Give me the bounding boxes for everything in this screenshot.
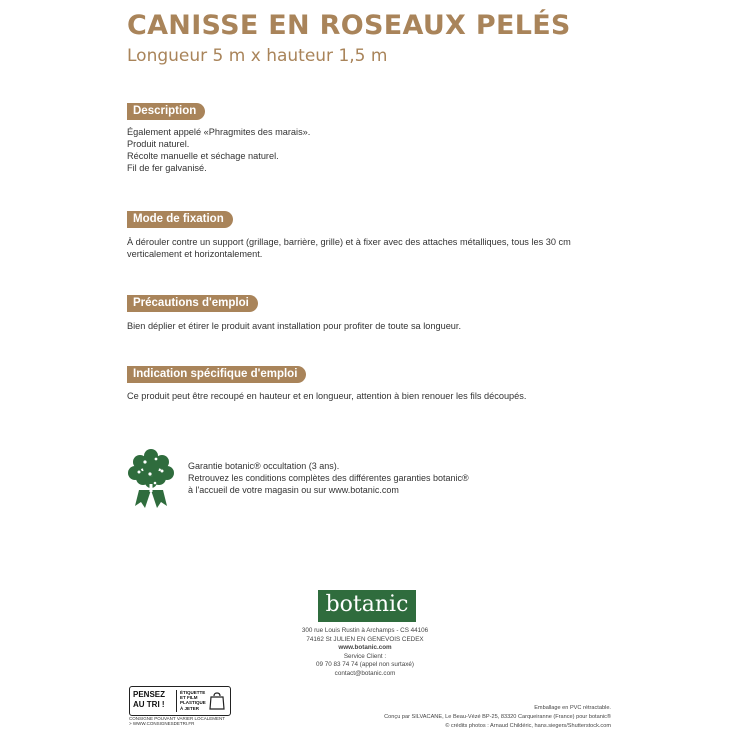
- recycling-note-line: CONSIGNE POUVANT VARIER LOCALEMENT: [129, 716, 226, 721]
- phone-number: 09 70 83 74 74 (appel non surtaxé): [315, 661, 415, 669]
- section-label-description: Description: [127, 103, 205, 120]
- botanic-logo: botanic: [318, 590, 416, 622]
- recycling-note: [129, 716, 225, 726]
- recycling-main-line: AU TRI !: [133, 700, 165, 709]
- address-street: 300 rue Louis Rustin à Archamps - CS 44106: [301, 627, 429, 634]
- section-body-precautions: [127, 320, 627, 332]
- description-line: Fil de fer galvanisé.: [127, 163, 207, 173]
- credits-line: © crédits photos : Arnaud Childéric, hans.siegers/Shutterstock.com: [445, 723, 611, 729]
- description-line: Produit naturel.: [127, 139, 190, 149]
- recycling-main-line: PENSEZ: [133, 690, 166, 699]
- recycling-divider: [176, 690, 177, 712]
- company-address: [0, 627, 730, 679]
- product-dimensions: Longueur 5 m x hauteur 1,5 m: [127, 46, 388, 66]
- address-city: 74162 St JULIEN EN GENEVOIS CEDEX: [306, 635, 424, 643]
- guarantee-text: [188, 460, 469, 496]
- description-line: Récolte manuelle et séchage naturel.: [127, 151, 279, 161]
- section-body-fixation: [127, 236, 627, 260]
- recycling-small-line: ET FILM: [180, 695, 198, 701]
- indication-line: Ce produit peut être recoupé en hauteur et en longueur, attention à bien renouer les fils découpés.: [127, 391, 527, 401]
- guarantee-line: Garantie botanic® occultation (3 ans).: [188, 461, 340, 471]
- guarantee-tree-icon: [125, 446, 177, 512]
- email-address[interactable]: contact@botanic.com: [334, 669, 396, 677]
- precautions-line: Bien déplier et étirer le produit avant installation pour profiter de toute sa longueur.: [127, 321, 462, 331]
- section-label-fixation: Mode de fixation: [127, 211, 233, 228]
- recycling-small-line: À JETER: [180, 705, 200, 711]
- product-title: CANISSE EN ROSEAUX PELÉS: [127, 10, 571, 41]
- credits-line: Conçu par SILVACANE, Le Beau-Vézé BP-25, 83320 Carqueiranne (France) pour botanic®: [384, 714, 611, 720]
- service-label: Service Client :: [343, 652, 387, 660]
- fixation-line: verticalement et horizontalement.: [127, 249, 263, 259]
- recycling-small-text: [180, 690, 206, 711]
- section-body-description: [127, 126, 627, 174]
- fixation-line: À dérouler contre un support (grillage, barrière, grille) et à fixer avec des attaches métalliques, tous les 30 cm: [127, 237, 571, 247]
- description-line: Également appelé «Phragmites des marais».: [127, 127, 311, 137]
- recycling-main-text: [133, 690, 165, 710]
- plastic-bag-icon: [209, 692, 225, 710]
- section-label-precautions: Précautions d'emploi: [127, 295, 258, 312]
- recycling-small-line: PLASTIQUE: [180, 700, 206, 706]
- recycling-info-badge: [129, 686, 231, 716]
- recycling-small-line: ÉTIQUETTE: [180, 690, 206, 695]
- section-body-indication: [127, 390, 627, 402]
- section-label-indication: Indication spécifique d'emploi: [127, 366, 306, 383]
- recycling-note-line: > WWW.CONSIGNESDETRI.FR: [129, 721, 195, 726]
- credits-line: Emballage en PVC rétractable.: [534, 705, 611, 711]
- packaging-credits: [384, 704, 611, 731]
- guarantee-line: Retrouvez les conditions complètes des différentes garanties botanic®: [188, 473, 469, 483]
- guarantee-line: à l'accueil de votre magasin ou sur www.botanic.com: [188, 485, 399, 495]
- website-link[interactable]: www.botanic.com: [338, 644, 392, 652]
